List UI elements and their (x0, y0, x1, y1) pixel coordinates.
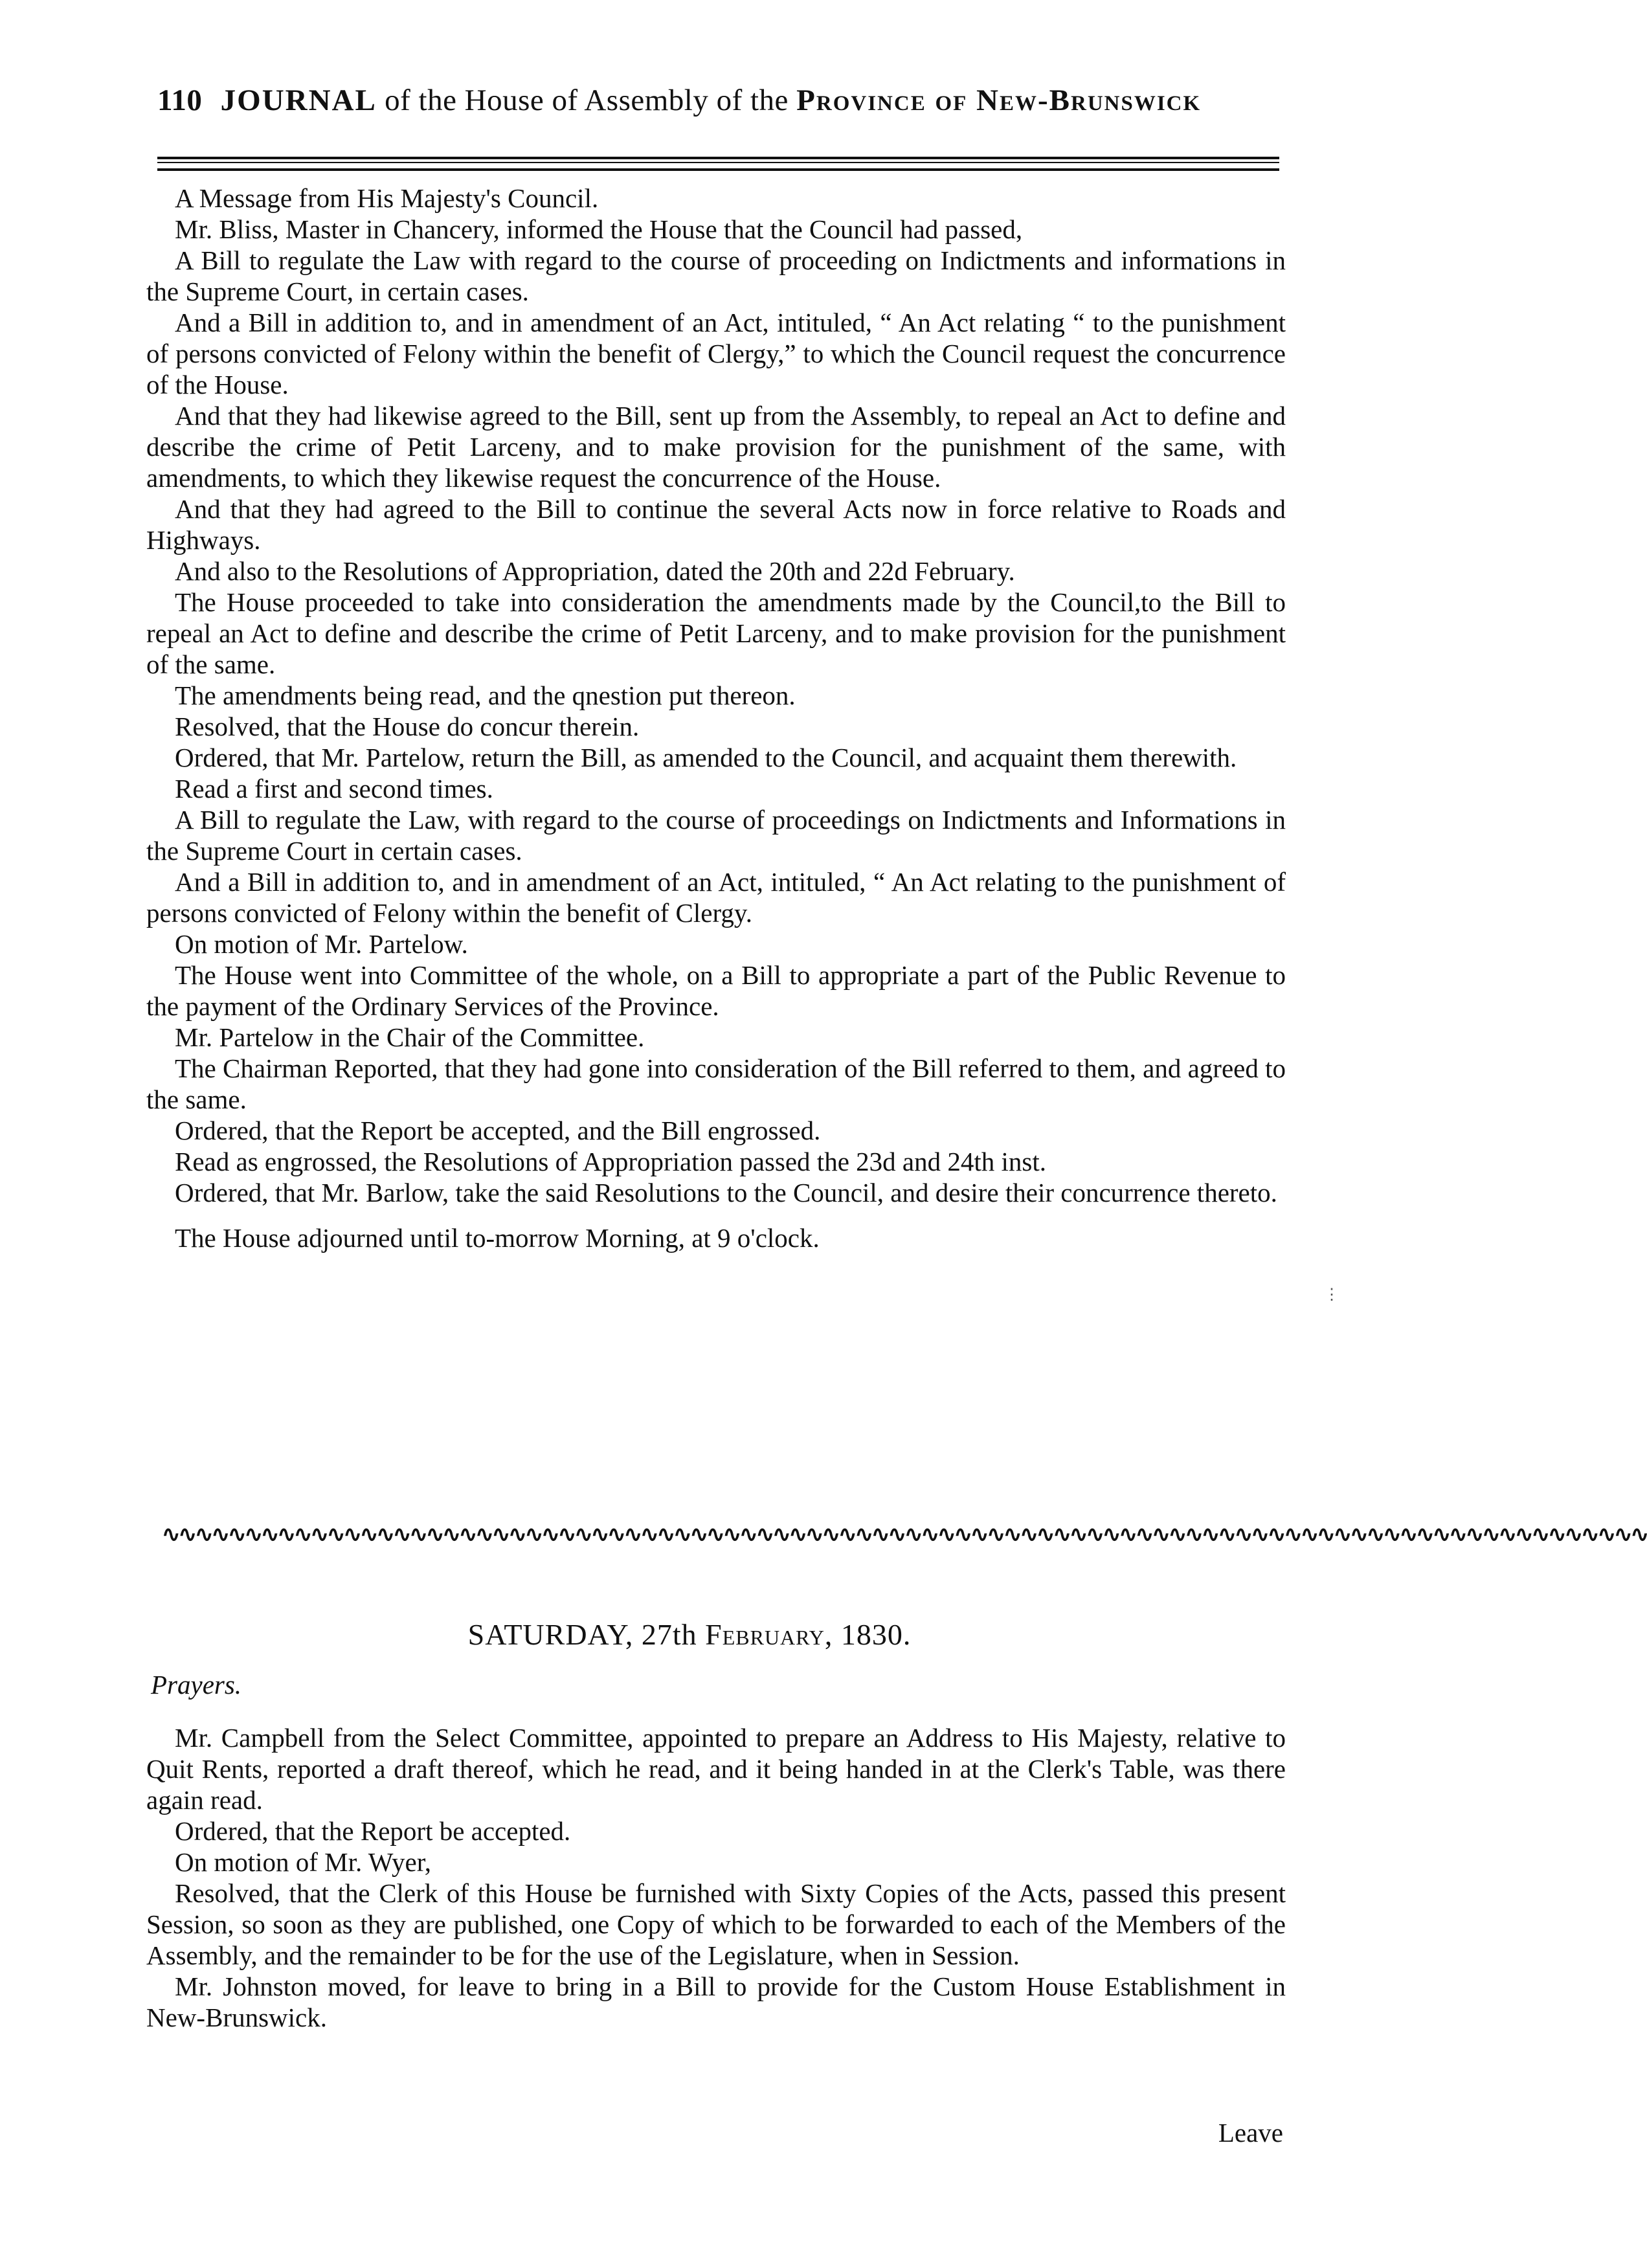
paragraph: And a Bill in addition to, and in amendment of an Act, intituled, “ An Act relating “ to the punishment of persons convicted of Felony within the benefit of Clergy,” to which the Council request the concurrence of the House. (146, 308, 1286, 399)
paragraph: A Message from His Majesty's Council. (175, 183, 599, 213)
header-province: Province of New-Brunswick (796, 84, 1202, 117)
date-date: 27th (641, 1618, 697, 1651)
paragraph: Ordered, that Mr. Barlow, take the said Resolutions to the Council, and desire their concurrence thereto. (175, 1178, 1277, 1207)
paragraph: And a Bill in addition to, and in amendment of an Act, intituled, “ An Act relating to the punishment of persons convicted of Felony within the benefit of Clergy. (146, 867, 1286, 928)
running-header (157, 83, 1284, 118)
paragraph: Ordered, that Mr. Partelow, return the Bill, as amended to the Council, and acquaint them therewith. (175, 743, 1237, 772)
paragraph: Mr. Partelow in the Chair of the Committee. (175, 1022, 645, 1052)
catchword: Leave (1218, 2118, 1283, 2148)
paragraph: Mr. Johnston moved, for leave to bring in a Bill to provide for the Custom House Establishment in New-Brunswick. (146, 1971, 1286, 2032)
paragraph: A Bill to regulate the Law with regard to the course of proceeding on Indictments and informations in the Supreme Court, in certain cases. (146, 245, 1286, 306)
paragraph: Ordered, that the Report be accepted. (175, 1816, 571, 1846)
paragraph: Read as engrossed, the Resolutions of Appropriation passed the 23d and 24th inst. (175, 1147, 1046, 1176)
date-heading (0, 1617, 1379, 1652)
prayers-label: Prayers. (151, 1670, 242, 1700)
margin-mark: ⋮ (1324, 1286, 1339, 1303)
date-month: February, (705, 1618, 833, 1651)
paragraph: Ordered, that the Report be accepted, and the Bill engrossed. (175, 1116, 821, 1145)
paragraph: The Chairman Reported, that they had gone into consideration of the Bill referred to them, and agreed to the same. (146, 1053, 1286, 1114)
paragraph: The House went into Committee of the whole, on a Bill to appropriate a part of the Public Revenue to the payment of the Ordinary Services of the Province. (146, 960, 1286, 1021)
paragraph: Mr. Bliss, Master in Chancery, informed the House that the Council had passed, (175, 214, 1023, 244)
page-number: 110 (157, 84, 203, 117)
date-year: 1830. (840, 1618, 912, 1651)
section-saturday (146, 1722, 1286, 2033)
paragraph: Resolved, that the Clerk of this House be furnished with Sixty Copies of the Acts, passed this present Session, so soon as they are published, one Copy of which to be forwarded to each of the Members of the Assembly, and the remainder to be for the use of the Legislature, when in Session. (146, 1878, 1286, 1970)
paragraph: On motion of Mr. Partelow. (175, 929, 468, 959)
date-day: SATURDAY, (467, 1618, 634, 1651)
header-journal: JOURNAL (220, 84, 377, 117)
paragraph: Mr. Campbell from the Select Committee, appointed to prepare an Address to His Majesty, relative to Quit Rents, reported a draft thereof, which he read, and it being handed in at the Clerk's Table, was there again read. (146, 1723, 1286, 1815)
section-proceedings (146, 183, 1286, 1253)
paragraph: Read a first and second times. (175, 774, 493, 803)
header-middle: of the House of Assembly of the (385, 84, 789, 117)
paragraph: The amendments being read, and the qnestion put thereon. (175, 680, 796, 710)
header-double-rule (157, 157, 1279, 171)
paragraph: And also to the Resolutions of Appropriation, dated the 20th and 22d February. (175, 556, 1015, 586)
paragraph: Resolved, that the House do concur therein. (175, 712, 640, 741)
paragraph: The House proceeded to take into consideration the amendments made by the Council,to the Bill to repeal an Act to define and describe the crime of Petit Larceny, and to make provision for the punishment of the same. (146, 587, 1286, 679)
ornamental-divider: ∿∿∿∿∿∿∿∿∿∿∿∿∿∿∿∿∿∿∿∿∿∿∿∿∿∿∿∿∿∿∿∿∿∿∿∿∿∿∿∿∿∿∿∿∿∿∿∿∿∿∿∿∿∿∿∿∿∿∿∿∿∿∿∿∿∿∿∿∿∿∿∿∿∿∿∿∿∿∿∿∿∿∿∿∿∿∿∿∿∿ (162, 1523, 1647, 1547)
adjournment-paragraph: The House adjourned until to-morrow Morning, at 9 o'clock. (175, 1223, 820, 1253)
paragraph: A Bill to regulate the Law, with regard to the course of proceedings on Indictments and Informations in the Supreme Court in certain cases. (146, 805, 1286, 866)
paragraph: And that they had likewise agreed to the Bill, sent up from the Assembly, to repeal an Act to define and describe the crime of Petit Larceny, and to make provision for the punishment of the same, with amendments, to which they likewise request the concurrence of the House. (146, 401, 1286, 493)
paragraph: And that they had agreed to the Bill to continue the several Acts now in force relative to Roads and Highways. (146, 494, 1286, 555)
paragraph: On motion of Mr. Wyer, (175, 1847, 431, 1877)
